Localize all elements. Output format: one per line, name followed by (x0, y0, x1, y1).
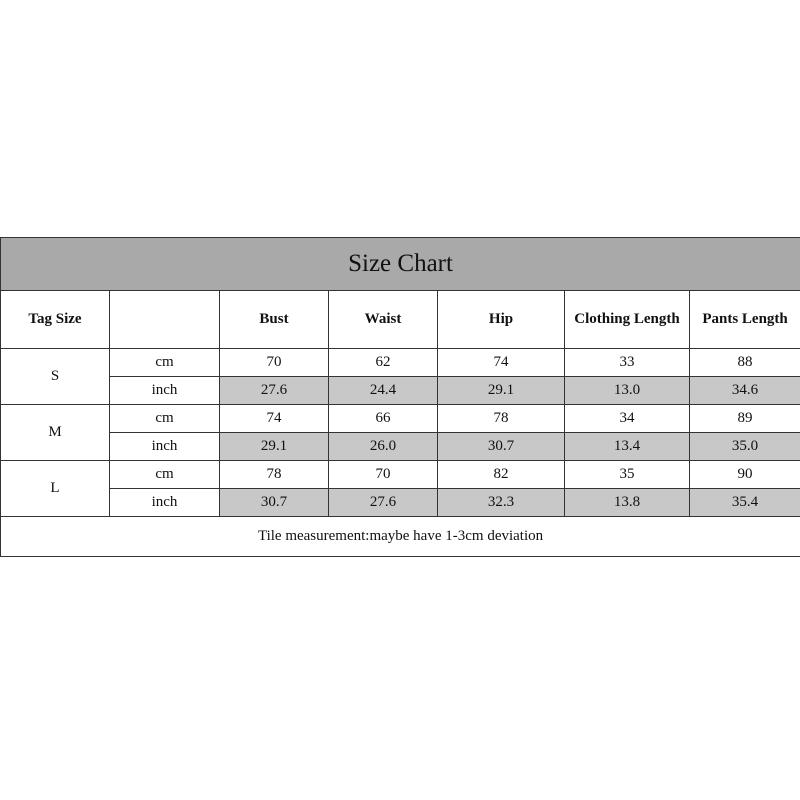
waist-value: 24.4 (329, 377, 438, 405)
hip-value: 82 (438, 461, 565, 489)
table-row (1, 377, 800, 405)
pants-length-value: 89 (690, 405, 800, 433)
header-unit (110, 291, 220, 349)
waist-value: 27.6 (329, 489, 438, 517)
bust-value: 70 (220, 349, 329, 377)
table-row (1, 489, 800, 517)
bust-value: 27.6 (220, 377, 329, 405)
bust-value: 78 (220, 461, 329, 489)
title-row (1, 238, 800, 291)
bust-value: 30.7 (220, 489, 329, 517)
clothing-length-value: 34 (565, 405, 690, 433)
clothing-length-value: 13.4 (565, 433, 690, 461)
table-row (1, 461, 800, 489)
clothing-length-value: 35 (565, 461, 690, 489)
table-row (1, 433, 800, 461)
size-label-s: S (1, 349, 110, 405)
header-hip: Hip (438, 291, 565, 349)
hip-value: 74 (438, 349, 565, 377)
header-pants-length: Pants Length (690, 291, 800, 349)
unit-label: inch (110, 433, 220, 461)
table-row (1, 405, 800, 433)
clothing-length-value: 13.8 (565, 489, 690, 517)
hip-value: 29.1 (438, 377, 565, 405)
bust-value: 74 (220, 405, 329, 433)
bust-value: 29.1 (220, 433, 329, 461)
hip-value: 32.3 (438, 489, 565, 517)
hip-value: 78 (438, 405, 565, 433)
size-label-l: L (1, 461, 110, 517)
header-clothing-length: Clothing Length (565, 291, 690, 349)
waist-value: 66 (329, 405, 438, 433)
note-row (1, 517, 800, 557)
table-row (1, 349, 800, 377)
pants-length-value: 35.4 (690, 489, 800, 517)
hip-value: 30.7 (438, 433, 565, 461)
header-waist: Waist (329, 291, 438, 349)
pants-length-value: 90 (690, 461, 800, 489)
header-row (1, 291, 800, 349)
pants-length-value: 88 (690, 349, 800, 377)
clothing-length-value: 13.0 (565, 377, 690, 405)
pants-length-value: 35.0 (690, 433, 800, 461)
waist-value: 26.0 (329, 433, 438, 461)
waist-value: 62 (329, 349, 438, 377)
unit-label: cm (110, 349, 220, 377)
pants-length-value: 34.6 (690, 377, 800, 405)
unit-label: cm (110, 405, 220, 433)
header-bust: Bust (220, 291, 329, 349)
size-label-m: M (1, 405, 110, 461)
unit-label: inch (110, 489, 220, 517)
waist-value: 70 (329, 461, 438, 489)
unit-label: inch (110, 377, 220, 405)
clothing-length-value: 33 (565, 349, 690, 377)
size-chart-table (0, 237, 800, 557)
header-tag-size: Tag Size (1, 291, 110, 349)
unit-label: cm (110, 461, 220, 489)
chart-title: Size Chart (1, 238, 800, 291)
measurement-note: Tile measurement:maybe have 1-3cm deviation (1, 517, 800, 557)
